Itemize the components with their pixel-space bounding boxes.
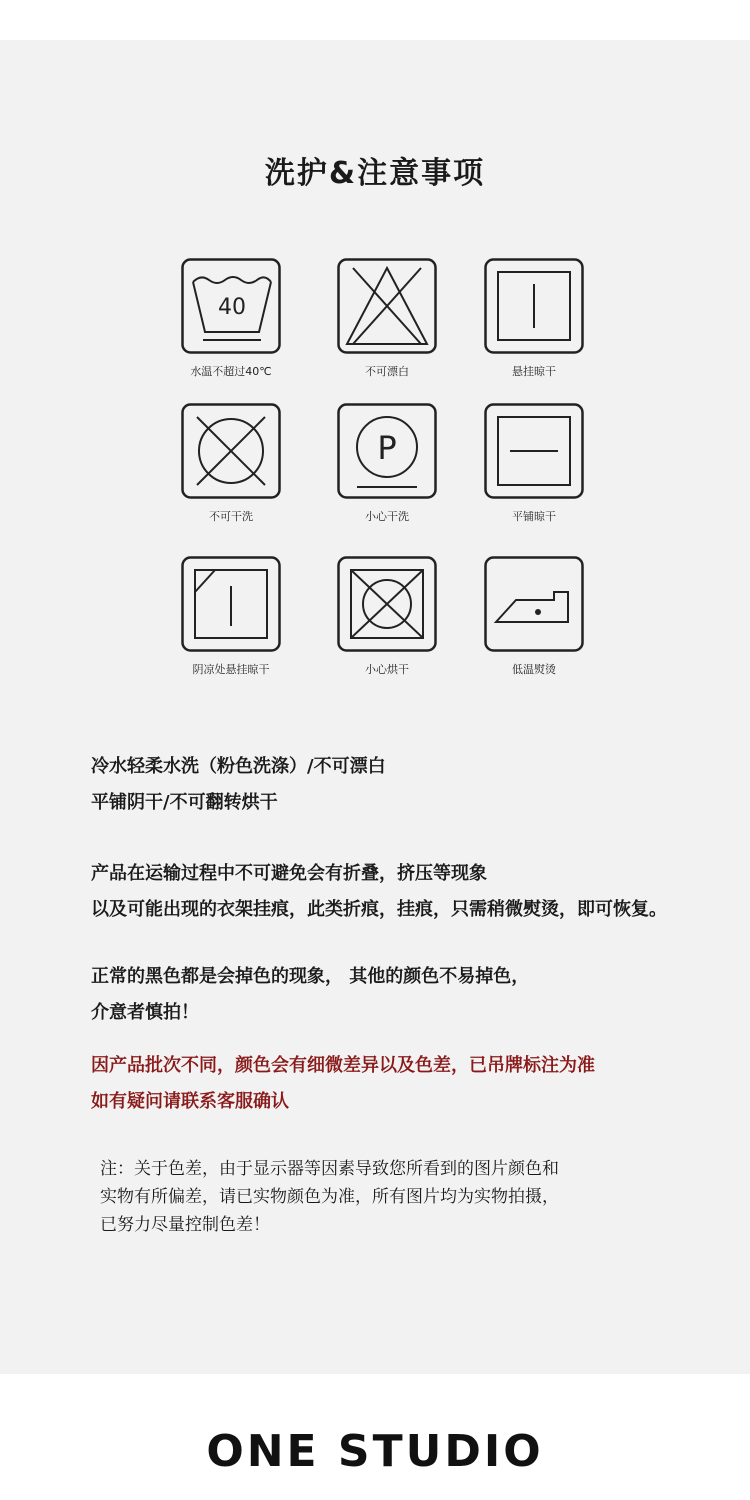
batch-line: 如有疑问请联系客服确认 — [91, 1091, 289, 1112]
care-symbol-no-dry-clean — [181, 403, 281, 523]
wash-40-icon — [181, 258, 281, 354]
symbol-label: 不可干洗 — [209, 510, 253, 523]
flat-dry-icon — [484, 403, 584, 499]
line-dry-icon — [484, 258, 584, 354]
batch-color-notice — [91, 1048, 741, 1120]
care-line: 冷水轻柔水洗（粉色洗涤）/不可漂白 — [91, 756, 386, 777]
note-line: 已努力尽量控制色差！ — [100, 1215, 270, 1235]
care-instructions — [91, 749, 741, 821]
color-difference-note — [100, 1155, 740, 1239]
care-symbol-tumble-dry — [337, 556, 437, 676]
care-symbol-shade-line-dry — [181, 556, 281, 676]
dry-clean-letter: P — [377, 429, 397, 467]
symbol-label: 水温不超过40℃ — [190, 365, 272, 378]
care-symbol-no-bleach — [337, 258, 437, 378]
low-iron-icon — [484, 556, 584, 652]
symbol-label: 不可漂白 — [365, 365, 409, 378]
symbol-label: 小心干洗 — [365, 510, 409, 523]
transport-notice — [91, 856, 741, 928]
care-line: 平铺阴干/不可翻转烘干 — [91, 792, 278, 813]
note-line: 实物有所偏差，请已实物颜色为准，所有图片均为实物拍摄， — [100, 1187, 559, 1207]
symbol-label: 低温熨烫 — [512, 663, 556, 676]
note-line: 注：关于色差，由于显示器等因素导致您所看到的图片颜色和 — [100, 1159, 559, 1179]
brand-logo-text: ONE STUDIO — [206, 1426, 544, 1477]
symbol-label: 悬挂晾干 — [512, 365, 556, 378]
no-tumble-dry-icon — [337, 556, 437, 652]
no-bleach-icon — [337, 258, 437, 354]
transport-line: 产品在运输过程中不可避免会有折叠，挤压等现象 — [91, 863, 487, 884]
no-dry-clean-icon — [181, 403, 281, 499]
care-symbol-flat-dry — [484, 403, 584, 523]
dry-clean-p-icon — [337, 403, 437, 499]
symbol-label: 平铺晾干 — [512, 510, 556, 523]
symbol-label: 小心烘干 — [365, 663, 409, 676]
care-symbol-dry-clean-p — [337, 403, 437, 523]
page-title: 洗护&注意事项 — [264, 156, 486, 191]
symbol-label: 阴凉处悬挂晾干 — [192, 663, 270, 676]
transport-line: 以及可能出现的衣架挂痕，此类折痕，挂痕，只需稍微熨烫，即可恢复。 — [91, 899, 667, 920]
fading-line: 介意者慎拍！ — [91, 1002, 199, 1023]
shade-line-dry-icon — [181, 556, 281, 652]
care-symbol-low-iron — [484, 556, 584, 676]
care-symbol-line-dry — [484, 258, 584, 378]
fading-line: 正常的黑色都是会掉色的现象， 其他的颜色不易掉色， — [91, 966, 530, 987]
batch-line: 因产品批次不同，颜色会有细微差异以及色差，已吊牌标注为准 — [91, 1055, 595, 1076]
care-symbol-wash-40 — [181, 258, 281, 378]
fading-notice — [91, 959, 741, 1031]
wash-temperature-text: 40 — [218, 295, 246, 320]
